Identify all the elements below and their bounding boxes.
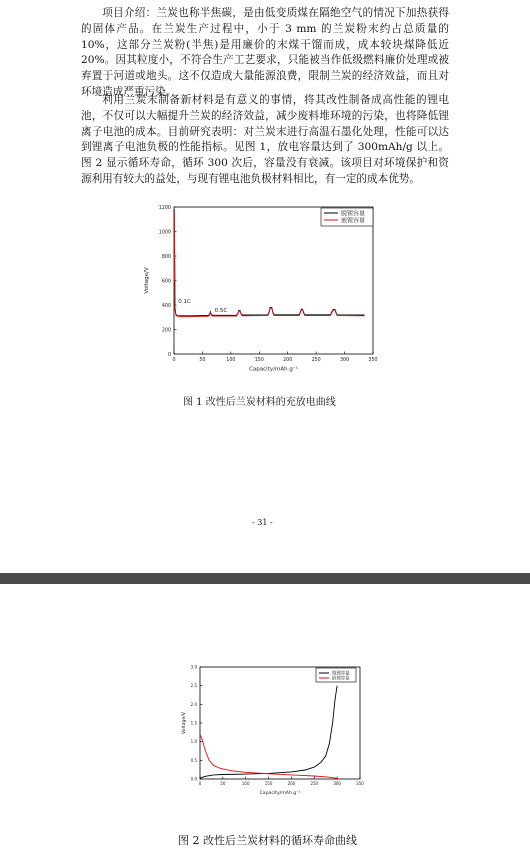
page-number: - 31 - [252, 518, 273, 527]
series-line [200, 686, 337, 779]
x-tick-label: 50 [220, 781, 226, 786]
y-tick-label: 3.0 [190, 664, 197, 670]
cycle-life-chart [165, 660, 365, 798]
x-tick-label: 50 [199, 357, 206, 363]
document-page [0, 584, 530, 852]
chart-annotation: 0.1C [178, 299, 191, 305]
y-axis-label: Voltage/V [144, 267, 150, 294]
y-tick-label: 1200 [158, 205, 171, 211]
y-tick-label: 800 [161, 254, 171, 260]
x-tick-label: 150 [254, 357, 264, 363]
body-paragraph: 项目介绍：兰炭也称半焦碳，是由低变质煤在隔绝空气的情况下加热获得的固体产品。在兰炭生产过程中，小于 3 mm 的兰炭粉末约占总质量的 10%，这部分兰炭粉(半焦)是用廉价的末煤干馏而成，成本较块煤降低近 20%。因其粒度小，不符合生产工艺要求，只能被当作低级燃料廉价处理或被弃置于河道或地头。这不仅造成大量能源浪费，限制兰炭的经济效益，而且对环境造成严重污染。 [81, 7, 449, 98]
x-tick-label: 350 [368, 357, 378, 363]
y-tick-label: 1.5 [190, 720, 197, 726]
x-tick-label: 200 [287, 781, 296, 786]
figure-caption: 图 1 改性后兰炭材料的充放电曲线 [183, 397, 336, 408]
x-axis-label: Capacity/mAh.g⁻¹ [259, 791, 301, 796]
chart-annotation: 0.5C [214, 308, 228, 315]
x-tick-label: 300 [333, 781, 341, 786]
y-tick-label: 200 [161, 328, 171, 334]
legend-label: 嵌锂容量 [332, 676, 350, 682]
x-tick-label: 0 [198, 781, 202, 786]
y-axis-label: Voltage/V [182, 712, 187, 734]
page-separator [0, 573, 530, 584]
x-tick-label: 150 [264, 781, 273, 786]
x-tick-label: 300 [339, 357, 350, 363]
series-line [200, 734, 339, 779]
chart-legend [316, 668, 356, 682]
y-tick-label: 1.0 [190, 739, 197, 745]
y-tick-label: 2.5 [190, 683, 197, 689]
y-tick-label: 0.5 [190, 757, 197, 763]
x-axis-label: Capacity/mAh.g⁻¹ [249, 366, 298, 373]
x-tick-label: 200 [283, 357, 293, 363]
y-tick-label: 400 [161, 303, 171, 309]
series-line [174, 211, 365, 317]
legend-label: 嵌锂容量 [341, 217, 366, 225]
y-tick-label: 600 [161, 279, 171, 285]
y-tick-label: 0.0 [190, 776, 197, 782]
body-paragraph: 利用兰炭末制备新材料是有意义的事情，将其改性制备成高性能的锂电池，不仅可以大幅提升兰炭的经济效益，减少废料堆环境的污染，也将降低锂离子电池的成本。目前研究表明：对兰炭末进行高温石墨化处理，性能可以达到锂离子电池负极的性能指标。见图 1，放电容量达到了 300mAh/g 以上。图 2 显示循环寿命，循环 300 次后，容量没有衰减。该项目对环境保护和资源利用有较大的益处，与现有锂电池负极材料相比，有一定的成本优势。 [81, 94, 449, 185]
plot-frame [174, 207, 373, 354]
x-tick-label: 100 [226, 357, 236, 363]
figure-caption: 图 2 改性后兰炭材料的循环寿命曲线 [178, 834, 357, 847]
charge-discharge-chart [128, 200, 380, 382]
y-tick-label: 0 [167, 352, 171, 358]
plot-frame [200, 667, 360, 779]
x-tick-label: 0 [172, 357, 176, 363]
x-tick-label: 250 [310, 781, 319, 786]
chart-legend [321, 208, 373, 226]
legend-label: 脱锂容量 [332, 671, 350, 677]
y-tick-label: 2.0 [190, 701, 197, 707]
legend-label: 脱锂容量 [341, 210, 366, 218]
y-tick-label: 1000 [158, 230, 171, 236]
x-tick-label: 100 [241, 781, 250, 786]
x-tick-label: 250 [311, 357, 321, 363]
x-tick-label: 350 [356, 781, 364, 786]
